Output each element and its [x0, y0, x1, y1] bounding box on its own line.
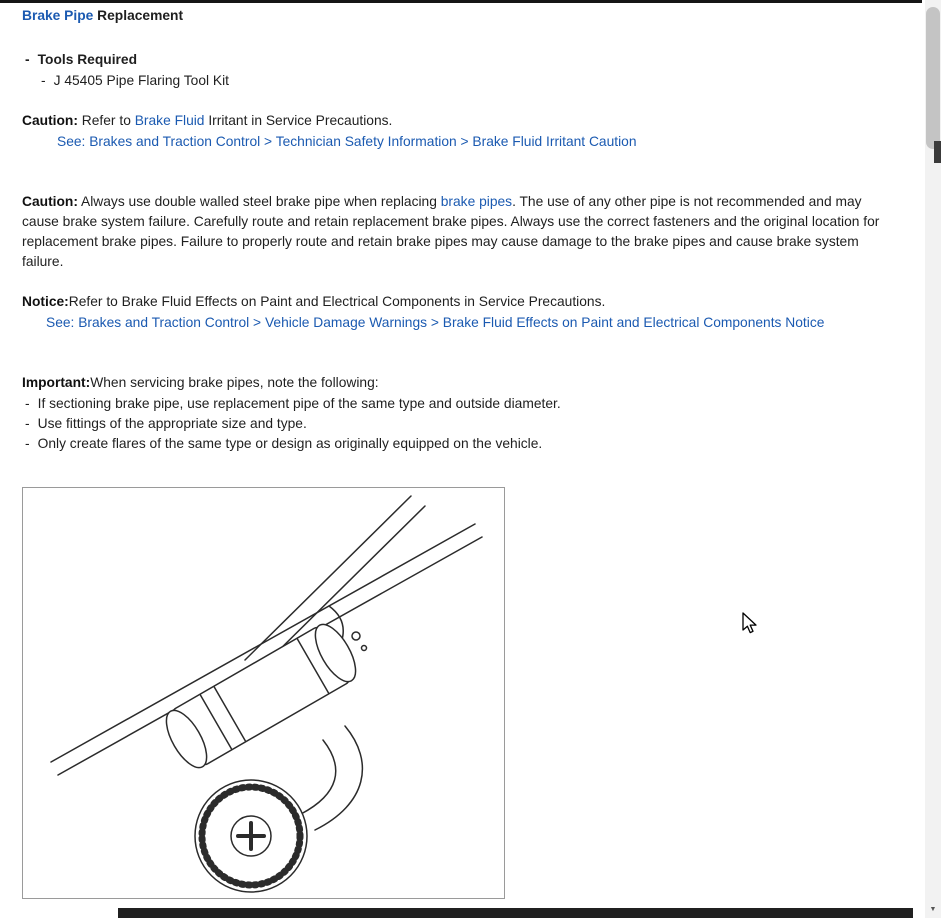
caution-fluid-irritant: Caution: Refer to Brake Fluid Irritant in Service Precautions.	[22, 113, 393, 128]
tool-item-label: - J 45405 Pipe Flaring Tool Kit	[53, 73, 229, 88]
see-brake-fluid-irritant-link[interactable]: See: Brakes and Traction Control > Technician Safety Information > Brake Fluid Irritant Caution	[57, 134, 637, 149]
flaring-tool-illustration	[23, 488, 504, 899]
see-reference-2	[46, 313, 900, 333]
vertical-scrollbar[interactable]	[925, 0, 941, 918]
bottom-bar	[118, 908, 913, 918]
important-label: Important:	[22, 375, 91, 390]
top-border	[0, 0, 922, 3]
important-items-list	[22, 394, 900, 454]
tools-required-heading	[22, 50, 900, 70]
important-note: Important:When servicing brake pipes, note the following:	[22, 375, 379, 390]
brake-pipes-link[interactable]: brake pipes	[440, 194, 513, 209]
tool-list-item	[38, 71, 900, 91]
brake-pipe-link[interactable]: Brake Pipe	[22, 8, 94, 23]
list-item: - Use fittings of the appropriate size and type.	[22, 414, 900, 434]
caution-label: Caution:	[22, 113, 78, 128]
document-content	[22, 6, 900, 899]
flaring-tool-figure	[22, 487, 505, 899]
list-item: - If sectioning brake pipe, use replacement pipe of the same type and outside diameter.	[22, 394, 900, 414]
scroll-down-button[interactable]	[925, 901, 941, 918]
caution-label-2: Caution:	[22, 194, 78, 209]
page-title	[22, 6, 900, 26]
list-item: - Only create flares of the same type or design as originally equipped on the vehicle.	[22, 434, 900, 454]
see-reference-1	[57, 132, 900, 152]
scrollbar-notch	[934, 141, 941, 163]
see-paint-electrical-link[interactable]: See: Brakes and Traction Control > Vehicle Damage Warnings > Brake Fluid Effects on Paint and Electrical Components Notice	[46, 315, 825, 330]
chevron-down-icon: ▼	[929, 905, 937, 913]
page-title-rest: Replacement	[97, 8, 184, 23]
tools-required-label: - Tools Required	[37, 52, 138, 67]
scrollbar-thumb[interactable]	[926, 7, 940, 149]
caution-double-walled-pipe: Caution: Always use double walled steel brake pipe when replacing brake pipes. The use of any other pipe is not recommended and may cause brake system failure. Carefully route and retain replacement brake pipes. Always use the correct fasteners and the original location for replacement brake pipes. Failure to properly route and retain brake pipes may cause damage to the brake pipes and cause brake system failure.	[22, 194, 880, 269]
notice-paint-electrical: Notice:Refer to Brake Fluid Effects on Paint and Electrical Components in Service Precautions.	[22, 294, 606, 309]
notice-label: Notice:	[22, 294, 69, 309]
brake-fluid-link[interactable]: Brake Fluid	[134, 113, 205, 128]
